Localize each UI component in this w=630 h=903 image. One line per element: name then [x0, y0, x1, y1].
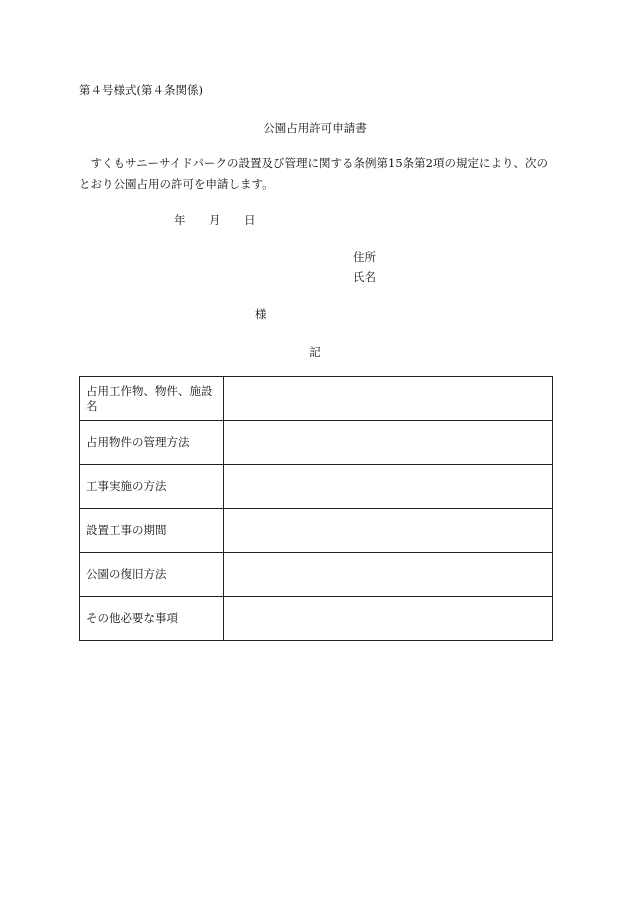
address-label: 住所 [353, 250, 376, 264]
addressee-suffix: 様 [255, 307, 267, 321]
row-label-construction-method: 工事実施の方法 [80, 465, 224, 509]
row-label-occupancy-object: 占用工作物、物件、施設名 [80, 377, 224, 421]
row-value-construction-method[interactable] [224, 465, 553, 509]
name-label: 氏名 [353, 270, 376, 284]
row-label-management-method: 占用物件の管理方法 [80, 421, 224, 465]
row-value-management-method[interactable] [224, 421, 553, 465]
form-number: 第４号様式(第４条関係) [79, 83, 203, 97]
date-month-label: 月 [209, 213, 221, 227]
table-row [80, 509, 553, 553]
table-row [80, 377, 553, 421]
ki-label: 記 [309, 345, 321, 359]
table-row [80, 597, 553, 641]
table-row [80, 553, 553, 597]
row-value-other-matters[interactable] [224, 597, 553, 641]
row-label-restoration-method: 公園の復旧方法 [80, 553, 224, 597]
date-day-label: 日 [244, 213, 256, 227]
date-year-label: 年 [174, 213, 186, 227]
table-row [80, 465, 553, 509]
row-value-occupancy-object[interactable] [224, 377, 553, 421]
table-row [80, 421, 553, 465]
row-label-other-matters: その他必要な事項 [80, 597, 224, 641]
row-label-construction-period: 設置工事の期間 [80, 509, 224, 553]
body-text-line-2: とおり公園占用の許可を申請します。 [79, 177, 274, 191]
document-title: 公園占用許可申請書 [263, 121, 367, 135]
row-value-restoration-method[interactable] [224, 553, 553, 597]
row-value-construction-period[interactable] [224, 509, 553, 553]
details-table [79, 376, 553, 641]
body-text-line-1: すくもサニーサイドパークの設置及び管理に関する条例第15条第2項の規定により、次の [79, 156, 548, 170]
